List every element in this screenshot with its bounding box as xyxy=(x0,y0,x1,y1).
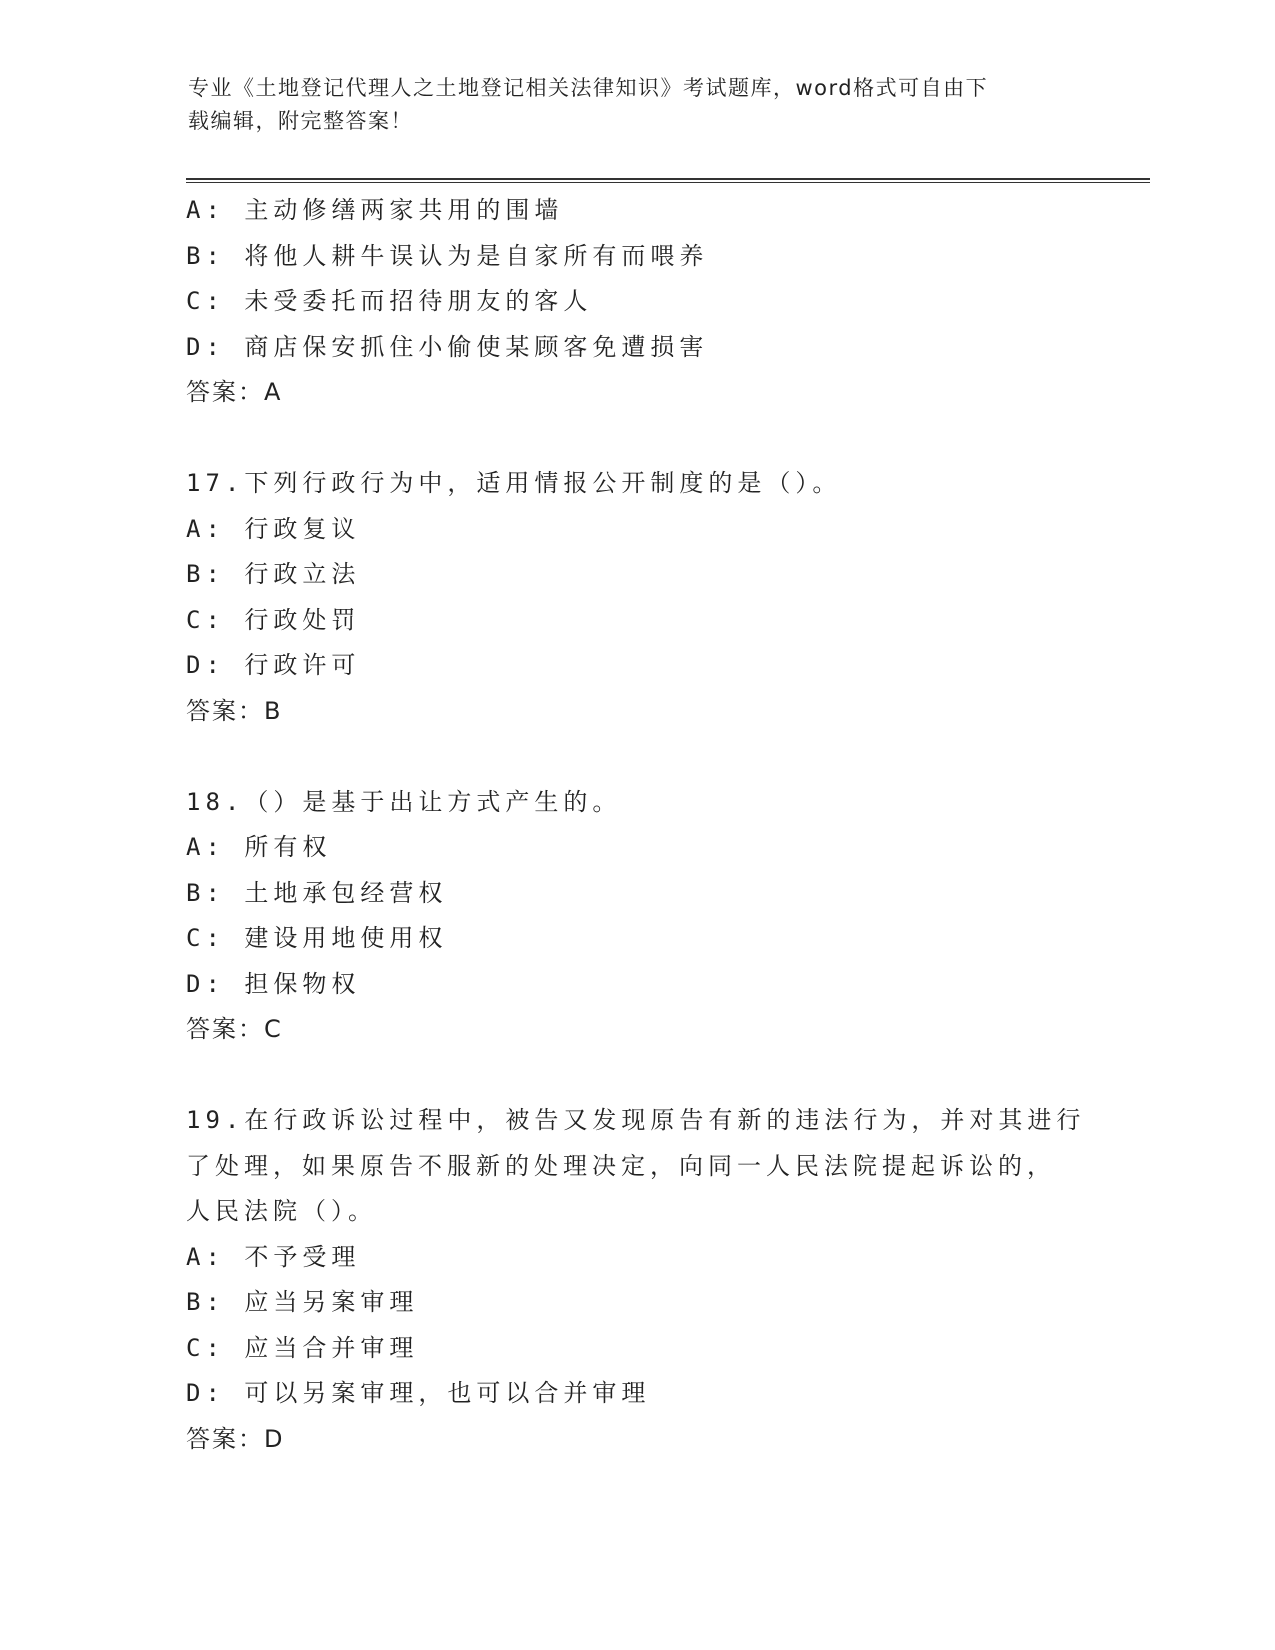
option-d: D: 行政许可 xyxy=(186,651,361,679)
option-a: A: 不予受理 xyxy=(186,1242,361,1271)
question-18 xyxy=(186,780,1086,1053)
spacer xyxy=(186,1053,1086,1099)
question-17 xyxy=(186,461,1086,734)
question-16 xyxy=(186,188,1086,416)
option-a: A: 所有权 xyxy=(186,833,332,861)
header-line-2: 载编辑，附完整答案！ xyxy=(188,109,413,133)
answer: 答案：A xyxy=(186,378,283,406)
option-b: B: 应当另案审理 xyxy=(186,1288,419,1316)
option-b: B: 土地承包经营权 xyxy=(186,878,448,907)
answer: 答案：D xyxy=(186,1424,285,1453)
spacer xyxy=(186,416,1086,462)
option-a: A: 行政复议 xyxy=(186,514,361,543)
option-b: B: 将他人耕牛误认为是自家所有而喂养 xyxy=(186,241,709,270)
header-line-1: 专业《土地登记代理人之土地登记相关法律知识》考试题库，word格式可自由下 xyxy=(188,76,989,100)
option-d: D: 可以另案审理，也可以合并审理 xyxy=(186,1379,651,1407)
question-stem: 17.下列行政行为中，适用情报公开制度的是（）。 xyxy=(186,469,842,497)
question-list xyxy=(186,188,1086,1462)
question-stem: 18.（）是基于出让方式产生的。 xyxy=(186,787,622,816)
option-c: C: 建设用地使用权 xyxy=(186,924,448,952)
option-a: A: 主动修缮两家共用的围墙 xyxy=(186,196,564,224)
option-b: B: 行政立法 xyxy=(186,560,361,588)
answer: 答案：B xyxy=(186,696,283,725)
question-stem-line-2: 了处理，如果原告不服新的处理决定，向同一人民法院提起诉讼的， xyxy=(186,1151,1056,1180)
question-stem-line-1: 19.在行政诉讼过程中，被告又发现原告有新的违法行为，并对其进行 xyxy=(186,1106,1086,1134)
option-c: C: 未受委托而招待朋友的客人 xyxy=(186,287,593,315)
option-c: C: 行政处罚 xyxy=(186,605,361,634)
option-d: D: 商店保安抓住小偷使某顾客免遭损害 xyxy=(186,332,709,361)
question-19 xyxy=(186,1098,1086,1462)
document-header xyxy=(188,72,1068,138)
question-stem-line-3: 人民法院（）。 xyxy=(186,1197,377,1225)
answer: 答案：C xyxy=(186,1015,283,1043)
option-c: C: 应当合并审理 xyxy=(186,1333,419,1362)
option-d: D: 担保物权 xyxy=(186,969,361,998)
spacer xyxy=(186,734,1086,780)
header-divider xyxy=(186,178,1150,183)
